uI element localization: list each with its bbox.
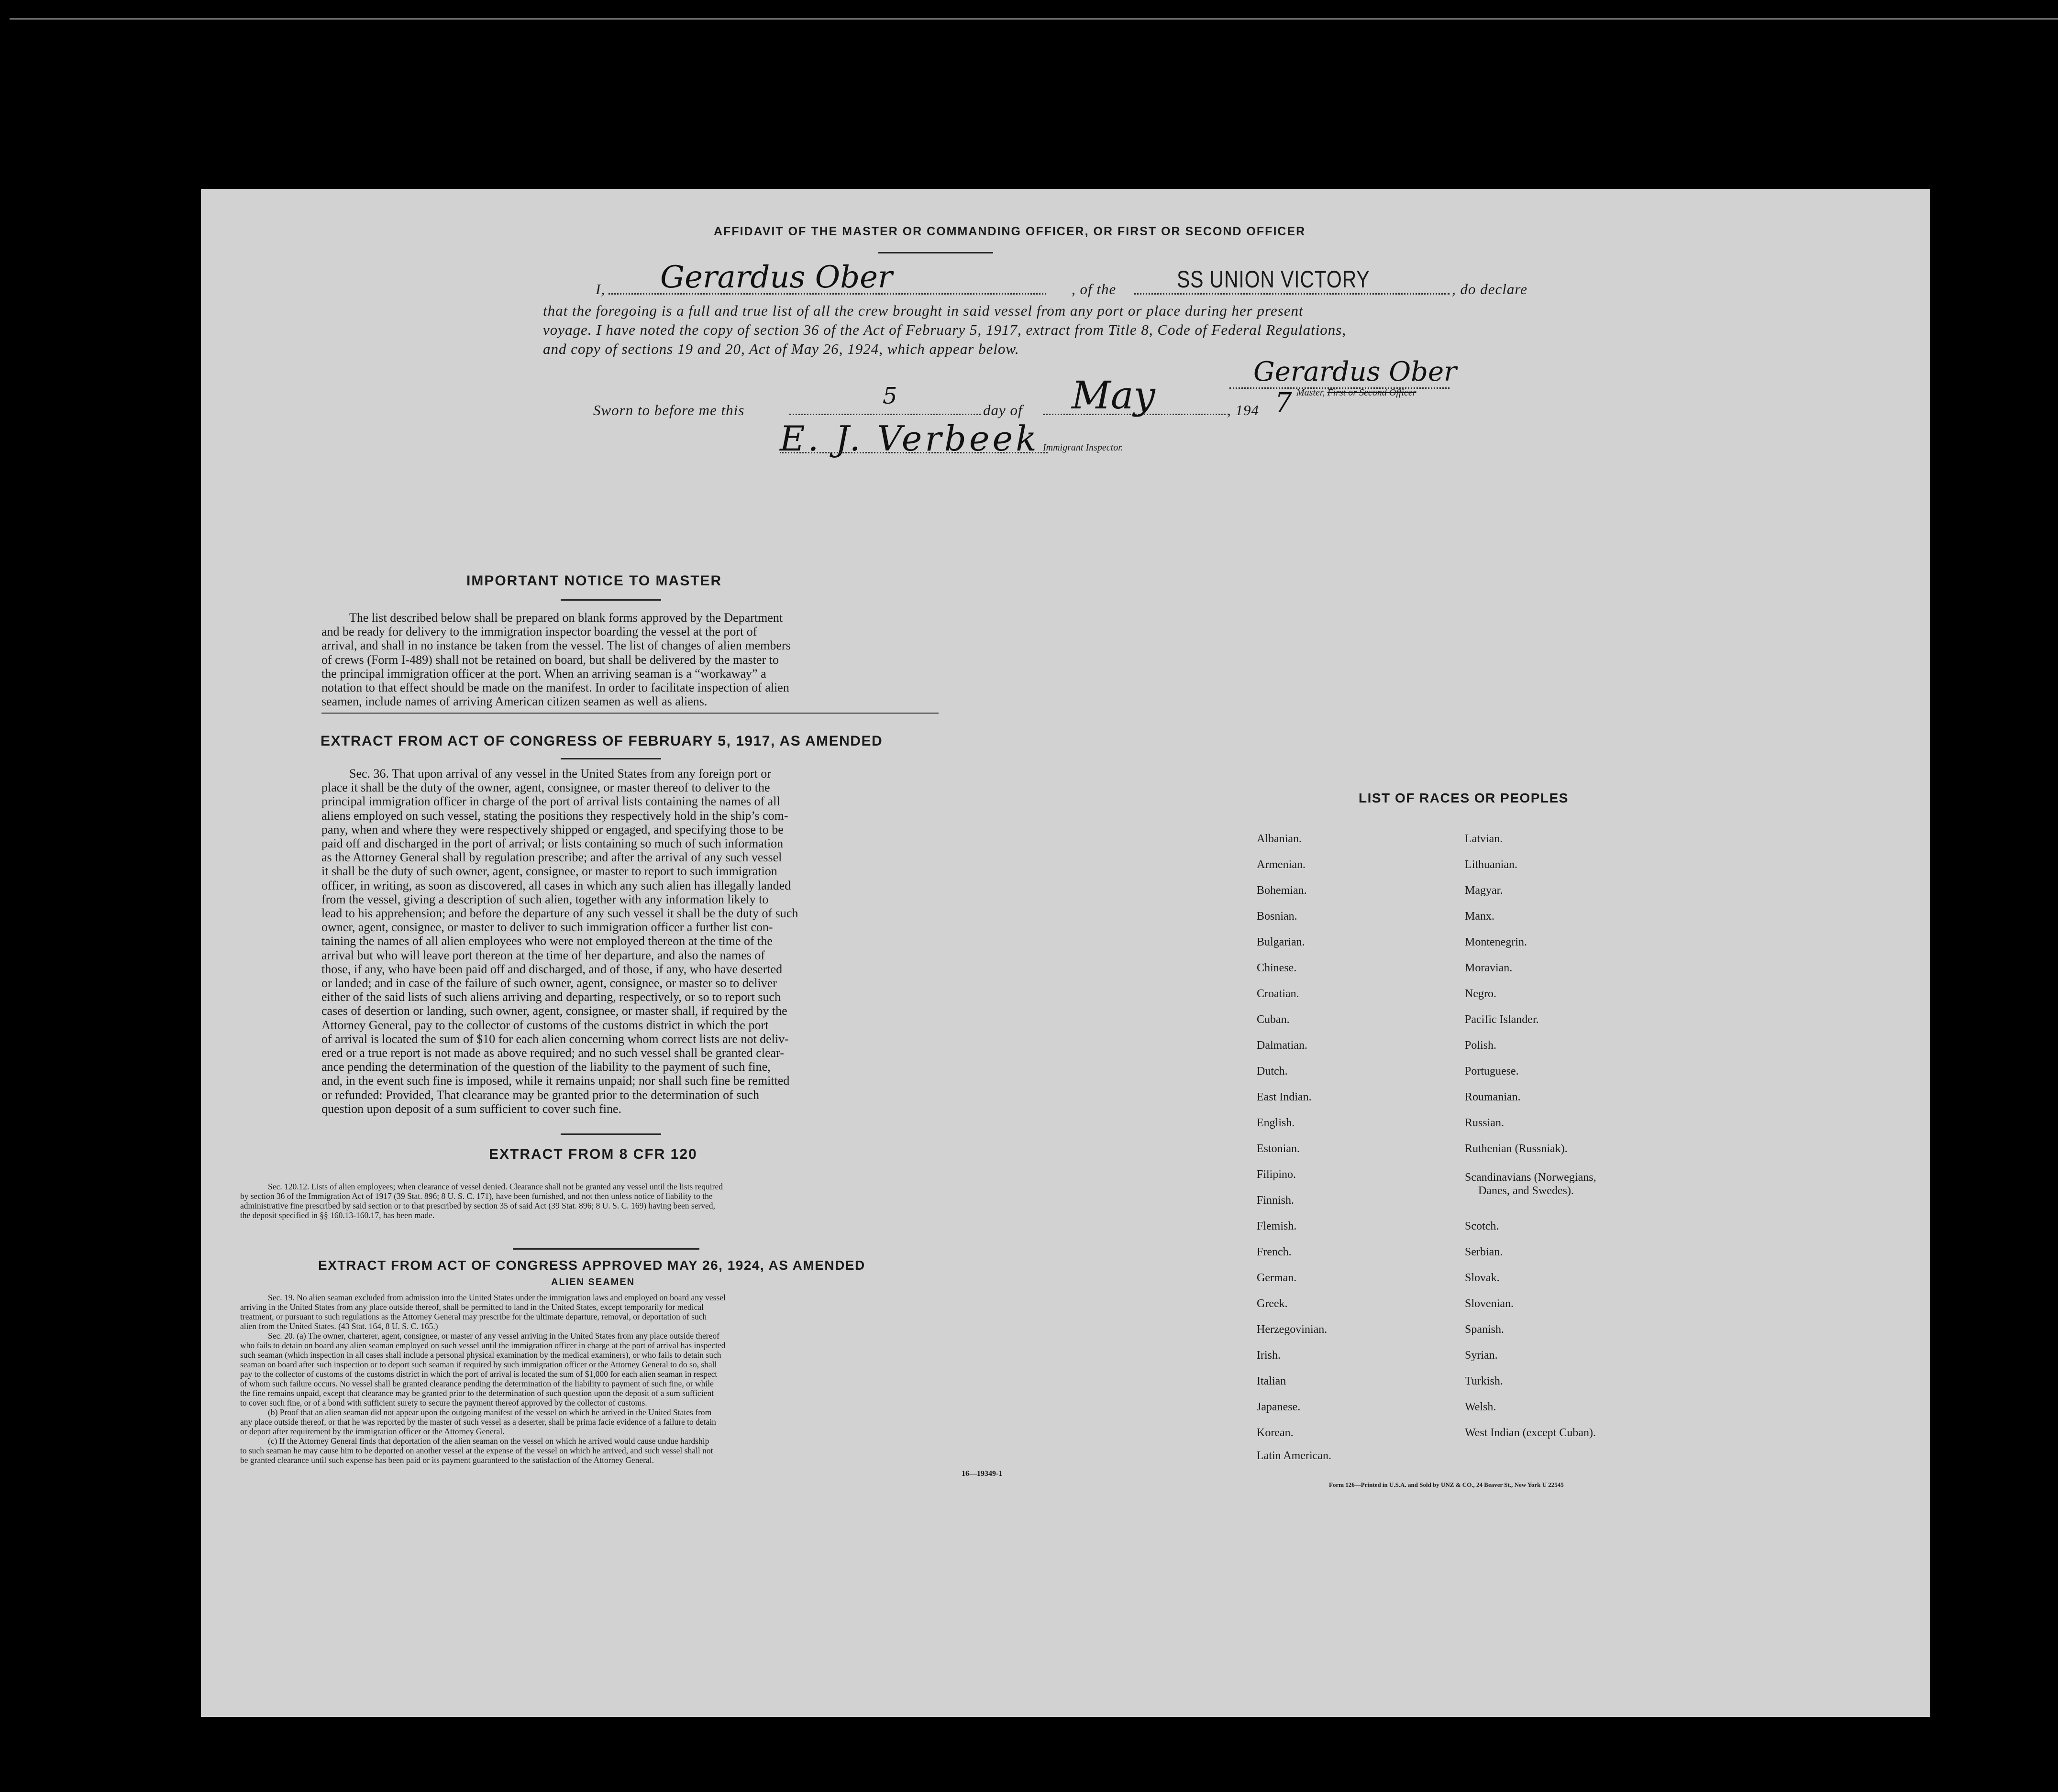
sec20-line: of whom such failure occurs. No vessel shall be granted clearance pending the determination of the liability to payment of such fine, or while: [240, 1379, 714, 1388]
vessel-fill-line: [1134, 293, 1449, 295]
race-item: Cuban.: [1257, 1013, 1290, 1026]
master-caption: [1296, 387, 1416, 398]
race-item: Japanese.: [1257, 1401, 1301, 1413]
sec36-line: lead to his apprehension; and before the departure of any such vessel it shall be the duty of such: [321, 906, 798, 921]
sec36-line: question upon deposit of a sum sufficient to cover such fine.: [321, 1101, 622, 1116]
notice-line: and be ready for delivery to the immigration inspector boarding the vessel at the port of: [321, 625, 757, 639]
race-item: Armenian.: [1257, 858, 1306, 871]
sec36-line: principal immigration officer in charge of the port of arrival lists containing the names of all: [321, 794, 780, 809]
notice-line: The list described below shall be prepared on blank forms approved by the Department: [349, 611, 783, 625]
master-caption-struck: First or Second Officer: [1327, 387, 1416, 398]
affidavit-line-4: and copy of sections 19 and 20, Act of May 26, 1924, which appear below.: [543, 341, 1019, 357]
sec36-line: ered or a true report is not made as above required; and no such vessel shall be granted clear-: [321, 1046, 784, 1060]
cfr-line: the deposit specified in §§ 160.13-160.17, has been made.: [240, 1210, 435, 1220]
inspector-signature: E. J. Verbeek: [780, 418, 1040, 459]
sec20-line: the fine remains unpaid, except that clearance may be granted prior to the determination of such question upon the deposit of a sum sufficient: [240, 1388, 714, 1398]
master-signature: Gerardus Ober: [1253, 356, 1457, 387]
race-item: Filipino.: [1257, 1168, 1296, 1181]
race-item: French.: [1257, 1246, 1292, 1258]
race-item: Welsh.: [1465, 1401, 1496, 1413]
affidavit-line-2: that the foregoing is a full and true list of all the crew brought in said vessel from any port or place during her present: [543, 302, 1304, 319]
sec36-line: it shall be the duty of such owner, agent, consignee, or master to report to such immigration: [321, 864, 777, 879]
printer-note: Form 126—Printed in U.S.A. and Sold by UNZ & CO., 24 Beaver St., New York U 22545: [1329, 1481, 1564, 1488]
of-the-label: , of the: [1072, 281, 1117, 297]
sec20-line: seaman on board after such inspection or to deport such seaman if required by such immigration officer or the Attorney General to do so, shall: [240, 1360, 717, 1369]
notice-body: [321, 611, 939, 708]
extract-1917-body: [321, 767, 939, 1116]
race-item: Albanian.: [1257, 833, 1302, 845]
race-item: Serbian.: [1465, 1246, 1503, 1258]
cfr-line: by section 36 of the Immigration Act of 1917 (39 Stat. 896; 8 U. S. C. 171), have been furnished, and not then unless notice of liability to the: [240, 1191, 713, 1201]
master-name-handwritten: Gerardus Ober: [660, 260, 893, 295]
race-item: Dalmatian.: [1257, 1039, 1307, 1052]
notice-line: seamen, include names of arriving American citizen seamen as well as aliens.: [321, 694, 708, 709]
race-item: English.: [1257, 1117, 1295, 1129]
sec36-line: or landed; and in case of the failure of such owner, agent, consignee, or master so to deliver: [321, 976, 777, 990]
race-item: Negro.: [1465, 988, 1496, 1000]
race-item: East Indian.: [1257, 1091, 1312, 1103]
race-item: Portuguese.: [1465, 1065, 1519, 1077]
sec36-line: place it shall be the duty of the owner, agent, consignee, or master thereof to deliver to the: [321, 781, 770, 795]
race-item: Italian: [1257, 1375, 1286, 1387]
sec36-line: arrival but who will leave port thereon at the time of her departure, and also the names of: [321, 948, 765, 962]
affidavit-i-label: I,: [596, 281, 606, 297]
race-item: Slovak.: [1465, 1272, 1500, 1284]
day-of-label: day of: [983, 402, 1023, 418]
sec20-line: or deport after requirement by the immigration officer or the Attorney General.: [240, 1427, 505, 1436]
race-item: Scandinavians (Norwegians,: [1465, 1171, 1596, 1184]
sec36-line: of arrival is located the sum of $10 for each alien concerning whom correct lists are not deliv-: [321, 1032, 789, 1046]
divider: [878, 252, 993, 253]
sec36-line: officer, in writing, as soon as discovered, all cases in which any such alien has illegally landed: [321, 878, 791, 892]
sec36-line: Attorney General, pay to the collector of customs of the customs district in which the port: [321, 1018, 769, 1032]
cfr-line: administrative fine prescribed by said section or to that prescribed by section 35 of said Act (39 Stat. 896; 8 U. S. C. 169) having been served,: [240, 1201, 715, 1210]
extract-1917-title: EXTRACT FROM ACT OF CONGRESS OF FEBRUARY 5, 1917, AS AMENDED: [321, 733, 883, 749]
race-item: Pacific Islander.: [1465, 1013, 1539, 1026]
year-suffix-handwritten: 7: [1275, 387, 1292, 418]
race-item: Danes, and Swedes).: [1478, 1185, 1574, 1197]
sec36-line: paid off and discharged in the port of arrival; or lists containing so much of such information: [321, 836, 784, 851]
race-item: Herzegovinian.: [1257, 1323, 1328, 1336]
extract-1924-body: [240, 1293, 1063, 1465]
divider: [561, 758, 661, 759]
race-item: Ruthenian (Russniak).: [1465, 1143, 1568, 1155]
race-item: Bulgarian.: [1257, 936, 1305, 948]
sec20-line: such seaman (which inspection in all cases shall include a personal physical examination by the medical examiners), or who fails to detain such: [240, 1350, 721, 1360]
race-item: Scotch.: [1465, 1220, 1499, 1232]
race-item: Manx.: [1465, 910, 1494, 923]
race-item: Flemish.: [1257, 1220, 1297, 1232]
race-item: Spanish.: [1465, 1323, 1505, 1336]
race-item: Roumanian.: [1465, 1091, 1521, 1103]
race-item: Magyar.: [1465, 884, 1503, 897]
extract-1924-title: EXTRACT FROM ACT OF CONGRESS APPROVED MAY 26, 1924, AS AMENDED: [318, 1258, 865, 1273]
day-fill-line: [789, 414, 981, 415]
sec36-line: Sec. 36. That upon arrival of any vessel in the United States from any foreign port or: [349, 767, 771, 781]
sec36-line: as the Attorney General shall by regulation prescribe; and after the arrival of any such vessel: [321, 850, 782, 865]
sec20-line: any place outside thereof, or that he was reported by the master of such vessel as a deserter, shall be prima facie evidence of a failure to detain: [240, 1417, 716, 1427]
notice-line: arrival, and shall in no instance be taken from the vessel. The list of changes of alien members: [321, 638, 791, 653]
affidavit-title: AFFIDAVIT OF THE MASTER OR COMMANDING OFFICER, OR FIRST OR SECOND OFFICER: [714, 225, 1306, 238]
sec20-line: (c) If the Attorney General finds that deportation of the alien seaman on the vessel on which he arrived would cause undue hardship: [268, 1436, 709, 1446]
divider: [321, 713, 939, 714]
race-item: Chinese.: [1257, 962, 1297, 974]
races-title: LIST OF RACES OR PEOPLES: [1359, 791, 1569, 805]
race-item: Latvian.: [1465, 833, 1503, 845]
race-item: Montenegrin.: [1465, 936, 1527, 948]
extract-1924-subtitle: ALIEN SEAMEN: [551, 1277, 635, 1287]
race-item: Greek.: [1257, 1297, 1288, 1310]
divider: [561, 1133, 661, 1135]
sec20-line: Sec. 20. (a) The owner, charterer, agent, consignee, or master of any vessel arriving in the United States from any place outside thereof: [268, 1331, 719, 1341]
sec20-line: (b) Proof that an alien seaman did not appear upon the outgoing manifest of the vessel on which he arrived in the United States from: [268, 1407, 712, 1417]
sec36-line: those, if any, who have been paid off and discharged, and of those, if any, who have deserted: [321, 962, 783, 976]
race-item: Lithuanian.: [1465, 858, 1517, 871]
race-item: Syrian.: [1465, 1349, 1498, 1362]
sec20-line: to cover such fine, or of a bond with sufficient surety to secure the payment thereof approved by the collector of customs.: [240, 1398, 647, 1407]
race-item: Irish.: [1257, 1349, 1281, 1362]
manifest-page: [201, 189, 1930, 1717]
inspector-caption: Immigrant Inspector.: [1043, 442, 1123, 453]
race-item: West Indian (except Cuban).: [1465, 1427, 1596, 1439]
sec19-line: treatment, or pursuant to such regulations as the Attorney General may prescribe for the ultimate departure, removal, or deportation of such: [240, 1312, 707, 1321]
sec20-line: pay to the collector of customs of the customs district in which the port of arrival is located the sum of $1,000 for each alien seaman in respect: [240, 1369, 718, 1379]
sworn-day-handwritten: 5: [883, 383, 897, 409]
notice-line: of crews (Form I-489) shall not be retained on board, but shall be delivered by the master to: [321, 652, 779, 667]
sec19-line: arriving in the United States from any place outside thereof, shall be permitted to land in the United States, except temporarily for medical: [240, 1302, 704, 1312]
race-item: Croatian.: [1257, 988, 1299, 1000]
sec36-line: or refunded: Provided, That clearance may be granted prior to the determination of such: [321, 1088, 759, 1102]
vessel-name-stamp: SS UNION VICTORY: [1177, 266, 1370, 293]
race-item: Finnish.: [1257, 1194, 1295, 1207]
notice-line: notation to that effect should be made on the manifest. In order to facilitate inspection of alien: [321, 681, 789, 695]
master-caption-text: Master,: [1296, 387, 1325, 398]
race-item: Estonian.: [1257, 1143, 1300, 1155]
cfr-body: [240, 1182, 1063, 1220]
sec36-line: ance pending the determination of the question of the liability to the payment of such fine,: [321, 1060, 771, 1074]
sec20-line: who fails to detain on board any alien seaman employed on such vessel until the immigration officer in charge at the port of arrival has inspected: [240, 1341, 726, 1350]
sec19-line: alien from the United States. (43 Stat. 164, 8 U. S. C. 165.): [240, 1321, 438, 1331]
inspector-line: [780, 452, 1048, 453]
race-item: Korean.: [1257, 1427, 1294, 1439]
top-edge-line: [10, 18, 2058, 20]
sec20-line: to such seaman he may cause him to be deported on another vessel at the expense of the vessel on which he arrived, and such vessel shall not: [240, 1446, 713, 1455]
race-item: German.: [1257, 1272, 1297, 1284]
notice-line: the principal immigration officer at the port. When an arriving seaman is a “workaway” a: [321, 666, 766, 681]
race-item: Slovenian.: [1465, 1297, 1514, 1310]
race-item: Latin American.: [1257, 1450, 1331, 1462]
cfr-title: EXTRACT FROM 8 CFR 120: [489, 1146, 697, 1162]
sec36-line: cases of desertion or landing, such owner, agent, consignee, or master shall, if required by the: [321, 1004, 787, 1018]
sec36-line: aliens employed on such vessel, stating the positions they respectively hold in the ship’s com-: [321, 808, 788, 823]
sec36-line: from the vessel, giving a description of such alien, together with any information likely to: [321, 892, 769, 906]
race-item: Russian.: [1465, 1117, 1505, 1129]
race-item: Polish.: [1465, 1039, 1497, 1052]
sec36-line: and, in the event such fine is imposed, while it remains unpaid; nor shall such fine be remitted: [321, 1074, 790, 1088]
notice-title: IMPORTANT NOTICE TO MASTER: [466, 573, 722, 589]
race-item: Bohemian.: [1257, 884, 1307, 897]
sec36-line: owner, agent, consignee, or master to deliver to such immigration officer a further list con-: [321, 920, 773, 934]
declare-label: , do declare: [1452, 281, 1528, 297]
form-number: 16—19349-1: [962, 1470, 1003, 1478]
race-item: Bosnian.: [1257, 910, 1297, 923]
sworn-label: Sworn to before me this: [593, 402, 745, 418]
race-item: Moravian.: [1465, 962, 1513, 974]
divider: [561, 599, 661, 601]
sec20-line: be granted clearance until such expense has been paid or its payment guaranteed to the satisfaction of the Attorney General.: [240, 1455, 654, 1465]
sec36-line: pany, when and where they were respectively shipped or engaged, and specifying those to be: [321, 822, 784, 836]
race-item: Dutch.: [1257, 1065, 1288, 1077]
year-prefix: , 194: [1227, 402, 1259, 418]
sec36-line: either of the said lists of such aliens arriving and departing, respectively, or so to report such: [321, 990, 781, 1004]
cfr-line: Sec. 120.12. Lists of alien employees; when clearance of vessel denied. Clearance shall not be granted any vessel until the lists required: [268, 1182, 723, 1191]
sec36-line: taining the names of all alien employees who were not employed thereon at the time of the: [321, 934, 773, 948]
affidavit-line-3: voyage. I have noted the copy of section 36 of the Act of February 5, 1917, extract from Title 8, Code of Federal Regulations,: [543, 321, 1347, 338]
race-item: Turkish.: [1465, 1375, 1503, 1387]
sworn-month-handwritten: May: [1072, 373, 1155, 418]
sec19-line: Sec. 19. No alien seaman excluded from admission into the United States under the immigration laws and employed on board any vessel: [268, 1293, 726, 1302]
divider: [513, 1248, 699, 1250]
